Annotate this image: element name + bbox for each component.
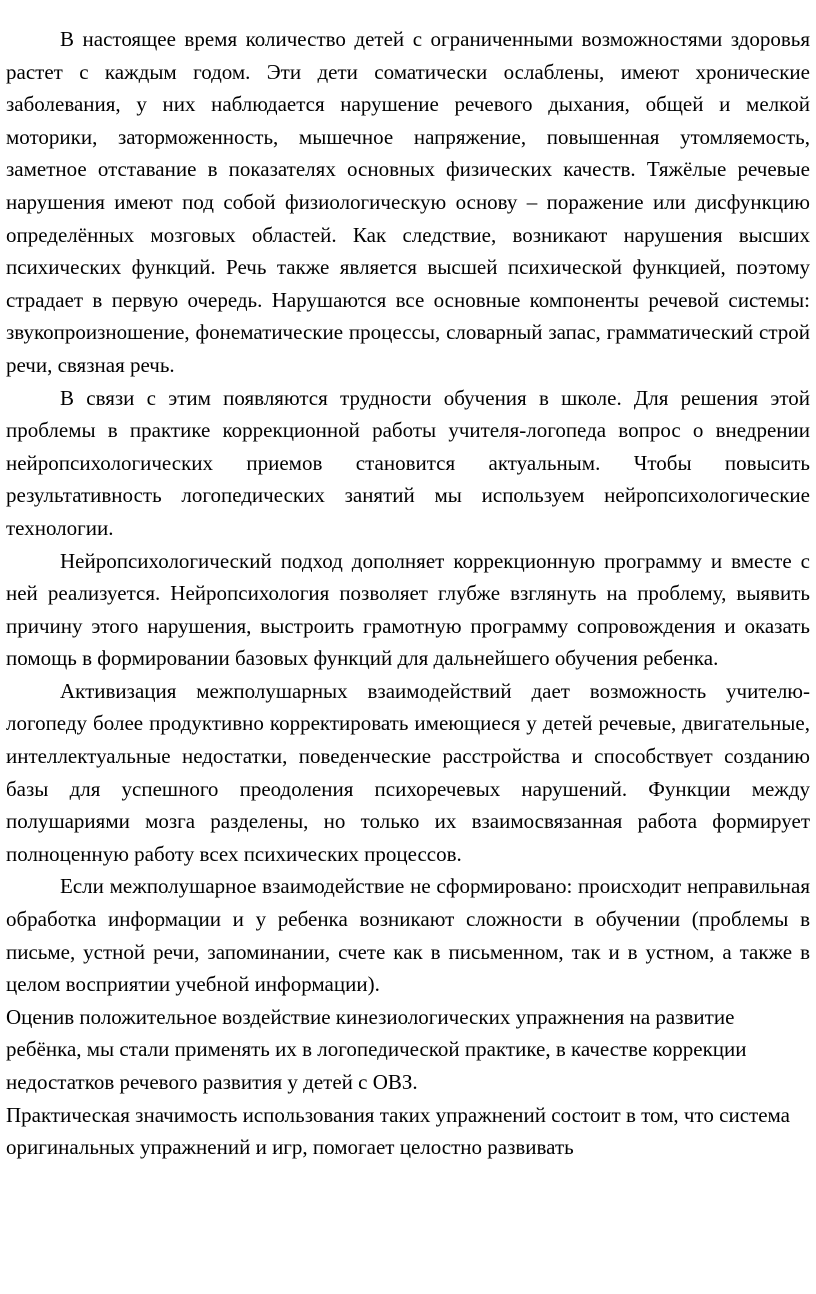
paragraph-school-difficulties: В связи с этим появляются трудности обучения в школе. Для решения этой проблемы в практике коррекционной работы учителя-логопеда вопрос о внедрении нейропсихологических приемов становится актуальным. Чтобы повысить результативность логопедических занятий мы используем нейропсихологические технологии. [6, 385, 810, 540]
paragraph-interhemispheric-activation: Активизация межполушарных взаимодействий дает возможность учителю-логопеду более продуктивно корректировать имеющиеся у детей речевые, двигательные, интеллектуальные недостатки, поведенческие расстройства и способствует созданию базы для успешного преодоления психоречевых нарушений. Функции между полушариями мозга разделены, но только их взаимосвязанная работа формирует полноценную работу всех психических процессов. [6, 678, 810, 866]
paragraph-unformed-interaction: Если межполушарное взаимодействие не сформировано: происходит неправильная обработка информации и у ребенка возникают сложности в обучении (проблемы в письме, устной речи, запоминании, счете как в письменном, так и в устном, а также в целом восприятии учебной информации). [6, 874, 810, 997]
paragraph-intro: В настоящее время количество детей с ограниченными возможностями здоровья растет с каждым годом. Эти дети соматически ослаблены, имеют хронические заболевания, у них наблюдается нарушение речевого дыхания, общей и мелкой моторики, заторможенность, мышечное напряжение, повышенная утомляемость, заметное отставание в показателях основных физических качеств. Тяжёлые речевые нарушения имеют под собой физиологическую основу – поражение или дисфункцию определённых мозговых областей. Как следствие, возникают нарушения высших психических функций. Речь также является высшей психической функцией, поэтому страдает в первую очередь. Нарушаются все основные компоненты речевой системы: звукопроизношение, фонематические процессы, словарный запас, грамматический строй речи, связная речь. [6, 27, 810, 377]
paragraph-neuropsychology-approach: Нейропсихологический подход дополняет коррекционную программу и вместе с ней реализуется. Нейропсихология позволяет глубже взглянуть на проблему, выявить причину этого нарушения, выстроить грамотную программу сопровождения и оказать помощь в формировании базовых функций для дальнейшего обучения ребенка. [6, 548, 810, 671]
paragraph-practical-significance: Практическая значимость использования таких упражнений состоит в том, что система оригинальных упражнений и игр, помогает целостно развивать [6, 1102, 790, 1160]
paragraph-kinesiology-evaluation: Оценив положительное воздействие кинезиологических упражнения на развитие ребёнка, мы стали применять их в логопедической практике, в качестве коррекции недостатков речевого развития у детей с ОВЗ. [6, 1004, 747, 1094]
